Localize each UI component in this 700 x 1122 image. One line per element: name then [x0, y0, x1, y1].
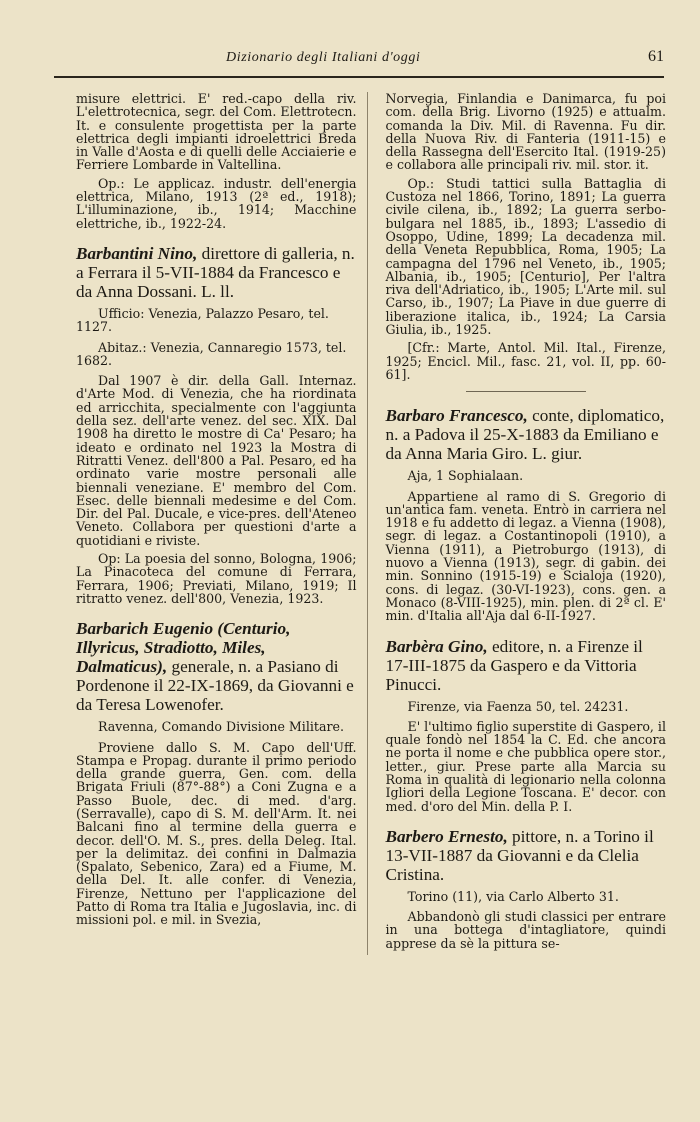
entry-name: Barbantini Nino, — [76, 243, 198, 263]
entry-address: Torino (11), via Carlo Alberto 31. — [407, 888, 619, 904]
left-column — [76, 92, 368, 955]
entry-heading — [76, 619, 357, 714]
entry-name: Barbero Ernesto, — [385, 826, 508, 846]
entry-address: Abitaz.: Venezia, Cannaregio 1573, tel. 1682. — [76, 339, 347, 368]
entry-headline: editore, n. a Firenze il 17-III-1875 da Gaspero e da Vittoria Pinucci. — [385, 636, 643, 694]
entry-barbantini — [76, 244, 357, 605]
entry-heading — [386, 637, 667, 694]
entry-headline: generale, n. a Pasiano di Pordenone il 22-IX-1869, da Giovanni e da Teresa Lowenofer. — [76, 657, 354, 715]
works-paragraph: Op.: Studi tattici sulla Battaglia di Custoza nel 1866, Torino, 1891; La guerra civile cilena, ib., 1892; La guerra serbo-bulgara nel 1885, ib., 1893; L'assedio di Osoppo, Udine, 1899; La decadenza mil. della Veneta Repubblica, Roma, 1905; La campagna del 1796 nel Veneto, ib., 1905; Albania, ib., 1905; [Centurio], Per l'altra riva dell'Adriatico, ib., 1905; L'Arte mil. sul Carso, ib., 1907; La Piave in due guerre di liberazione italica, ib., 1924; La Carsia Giulia, ib., 1925. — [385, 175, 666, 338]
continuation-paragraph: Norvegia, Finlandia e Danimarca, fu poi com. della Brig. Livorno (1925) e attualm. comanda la Div. Mil. di Ravenna. Fu dir. della Nuova Riv. di Fanteria (1911-15) e della Rassegna dell'Esercito Ital. (1919-25) e collabora alle principali riv. mil. stor. it. — [385, 91, 666, 173]
references-paragraph: [Cfr.: Marte, Antol. Mil. Ital., Firenze, 1925; Encicl. Mil., fasc. 21, vol. II, pp. 60-61]. — [385, 340, 666, 382]
entry-address: Ufficio: Venezia, Palazzo Pesaro, tel. 1127. — [76, 305, 329, 335]
header-rule — [54, 76, 664, 78]
works-paragraph: Op.: Le applicaz. industr. dell'energia elettrica, Milano, 1913 (2ª ed., 1918); L'illuminazione, ib., 1914; Macchine elettriche, ib., 1922-24. — [76, 175, 357, 231]
entry-name: Barbarich Eugenio (Centurio, Illyricus, Stradiotto, Miles, Dalmaticus), — [76, 619, 291, 677]
running-title: Dizionario degli Italiani d'oggi — [226, 50, 421, 65]
right-column — [382, 92, 667, 955]
separator-rule — [466, 391, 586, 392]
entry-heading — [386, 827, 667, 884]
entry-paragraph: Abbandonò gli studi classici per entrare in una bottega d'intagliatore, quindi apprese da sè la pittura se- — [385, 909, 666, 951]
entry-paragraph: E' l'ultimo figlio superstite di Gaspero, il quale fondò nel 1854 la C. Ed. che ancora ne porta il nome e che pubblica opere stor., letter., giur. Prese parte alla Marcia su Roma in qualità di legionario nella colonna Igliori della Legione Toscana. E' decor. con med. d'oro del Min. della P. I. — [385, 718, 666, 814]
entry-headline: conte, diplomatico, n. a Padova il 25-X-1883 da Emiliano e da Anna Maria Giro. L. giur. — [385, 406, 665, 464]
entry-barbera — [386, 637, 667, 813]
entry-headline: pittore, n. a Torino il 13-VII-1887 da Giovanni e da Clelia Cristina. — [385, 826, 654, 884]
entry-address: Ravenna, Comando Divisione Militare. — [98, 719, 344, 735]
entry-barbero — [386, 827, 667, 950]
entry-paragraph: Dal 1907 è dir. della Gall. Internaz. d'Arte Mod. di Venezia, che ha riordinata ed arricchita, specialmente con l'aggiunta della sez. dell'arte venez. del sec. XIX. Dal 1908 ha diretto le mostre di Ca' Pesaro; ha ideato e ordinato nel 1923 la Mostra di Ritratti Venez. dell'800 a Pal. Pesaro, ed ha ordinato varie mostre personali alle biennali veneziane. E' membro del Com. Esec. delle biennali medesime e del Com. Dir. del Pal. Ducale, e vice-pres. dell'Ateneo Veneto. Collabora per questioni d'arte a quotidiani e riviste. — [76, 373, 357, 548]
two-column-body — [76, 92, 666, 955]
entry-address: Aja, 1 Sophialaan. — [407, 468, 524, 484]
entry-headline: direttore di galleria, n. a Ferrara il 5-VII-1884 da Francesco e da Anna Dossani. L. ll. — [76, 243, 355, 301]
entry-paragraph: Appartiene al ramo di S. Gregorio di un'antica fam. veneta. Entrò in carriera nel 1918 e fu addetto di legaz. a Vienna (1908), segr. di legaz. a Costantinopoli (1910), a Vienna (1911), a Pietroburgo (1913), di nuovo a Vienna (1913), segr. di gabin. dei min. Sonnino (1915-19) e Scialoja (1920), cons. di legaz. (30-VI-1923), cons. gen. a Monaco (8-VIII-1925), min. plen. di 2ª cl. E' min. d'Italia all'Aja dal 6-II-1927. — [385, 488, 666, 624]
entry-works: Op: La poesia del sonno, Bologna, 1906; La Pinacoteca del comune di Ferrara, Ferrara, 1906; Previati, Milano, 1919; Il ritratto venez. dell'800, Venezia, 1923. — [76, 551, 357, 606]
entry-name: Barbaro Francesco, — [385, 406, 528, 426]
entry-barbarich — [76, 619, 357, 926]
page-number: 61 — [648, 48, 664, 65]
continuation-paragraph: misure elettrici. E' red.-capo della riv. L'elettrotecnica, segr. del Com. Elettrotecn. It. e consulente progettista per la parte elettrica degli impianti idroelettrici Breda in Valle d'Aosta e di quelli delle Acciaierie e Ferriere Lombarde in Valtellina. — [76, 91, 357, 173]
entry-paragraph: Proviene dallo S. M. Capo dell'Uff. Stampa e Propag. durante il primo periodo della grande guerra, Gen. com. della Brigata Friuli (87°-88°) a Coni Zugna e a Passo Buole, dec. di med. d'arg. (Serravalle), capo di S. M. dell'Arm. It. nei Balcani fino al termine della guerra e decor. dell'O. M. S., pres. della Deleg. Ital. per la delimitaz. dei confini in Dalmazia (Spalato, Sebenico, Zara) ed a Fiume, M. della Del. It. alle confer. di Venezia, Firenze, Nettuno per l'applicazione del Patto di Roma tra Italia e Jugoslavia, inc. di missioni pol. e mil. in Svezia, — [76, 739, 357, 928]
entry-barbaro — [386, 406, 667, 622]
entry-heading — [76, 244, 357, 301]
running-header — [226, 48, 664, 66]
entry-name: Barbèra Gino, — [385, 636, 488, 656]
entry-address: Firenze, via Faenza 50, tel. 24231. — [407, 698, 629, 714]
entry-heading — [386, 406, 667, 463]
